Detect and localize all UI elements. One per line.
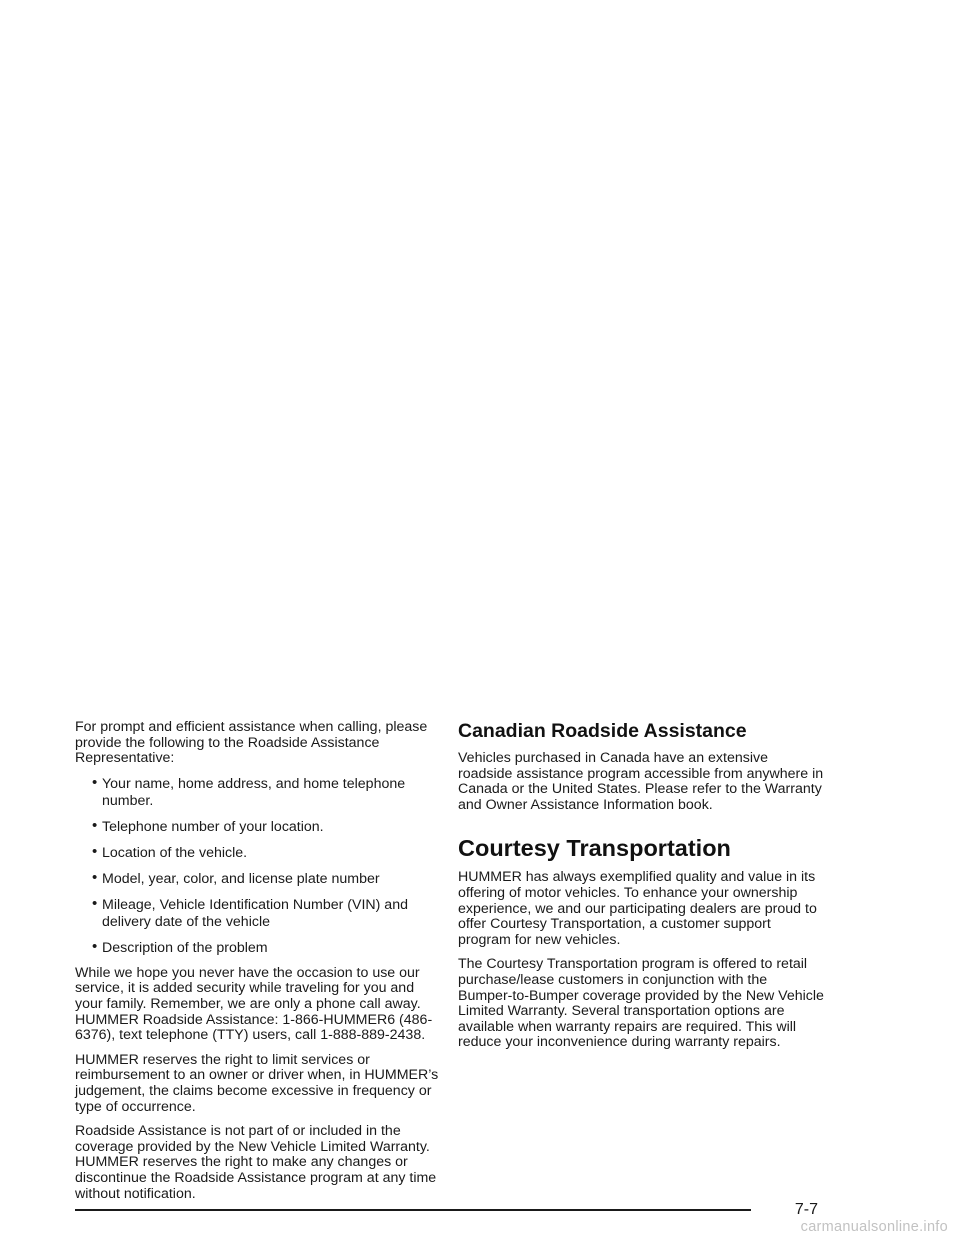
- info-list: [75, 776, 441, 957]
- courtesy-program-paragraph: The Courtesy Transportation program is offered to retail purchase/lease customers in conjunction with the Bumper-to-Bumper coverage provided by the New Vehicle Limited Warranty. Several transportation options are available when warranty repairs are required. This will reduce your inconvenience during warranty repairs.: [458, 956, 824, 1051]
- canadian-heading: Canadian Roadside Assistance: [458, 720, 747, 742]
- list-item: • Your name, home address, and home telephone number.: [75, 776, 441, 810]
- service-paragraph: While we hope you never have the occasion to use our service, it is added security while traveling for you and your family. Remember, we are only a phone call away. HUMMER Roadside Assistance: 1-866-HUMMER6 (486-6376), text telephone (TTY) users, call 1-888-889-2438.: [75, 964, 433, 1044]
- footer-rule: [75, 1209, 751, 1211]
- list-item: • Mileage, Vehicle Identification Number (VIN) and delivery date of the vehicle: [75, 897, 441, 931]
- right-column: [458, 720, 824, 1060]
- canadian-paragraph: Vehicles purchased in Canada have an extensive roadside assistance program accessible from anywhere in Canada or the United States. Please refer to the Warranty and Owner Assistance Information book.: [458, 750, 824, 813]
- list-item: • Location of the vehicle.: [75, 845, 441, 862]
- watermark: carmanualsonline.info: [800, 1219, 948, 1235]
- courtesy-paragraph: HUMMER has always exemplified quality and value in its offering of motor vehicles. To enhance your ownership experience, we and our participating dealers are proud to offer Courtesy Transportation, a customer support program for new vehicles.: [458, 869, 817, 948]
- list-item: • Telephone number of your location.: [75, 819, 441, 836]
- left-column: [75, 720, 441, 1211]
- intro-paragraph: For prompt and efficient assistance when calling, please provide the following to the Roadside Assistance Representative:: [75, 719, 428, 767]
- courtesy-heading: Courtesy Transportation: [458, 835, 731, 862]
- list-item: • Description of the problem: [75, 940, 441, 957]
- page-number: 7-7: [794, 1201, 818, 1218]
- list-item: • Model, year, color, and license plate number: [75, 871, 441, 888]
- warranty-paragraph: Roadside Assistance is not part of or included in the coverage provided by the New Vehicle Limited Warranty. HUMMER reserves the right to make any changes or discontinue the Roadside Assistance program at any time without notification.: [75, 1123, 437, 1202]
- limit-paragraph: HUMMER reserves the right to limit services or reimbursement to an owner or driver when, in HUMMER’s judgement, the claims become excessive in frequency or type of occurrence.: [75, 1051, 439, 1115]
